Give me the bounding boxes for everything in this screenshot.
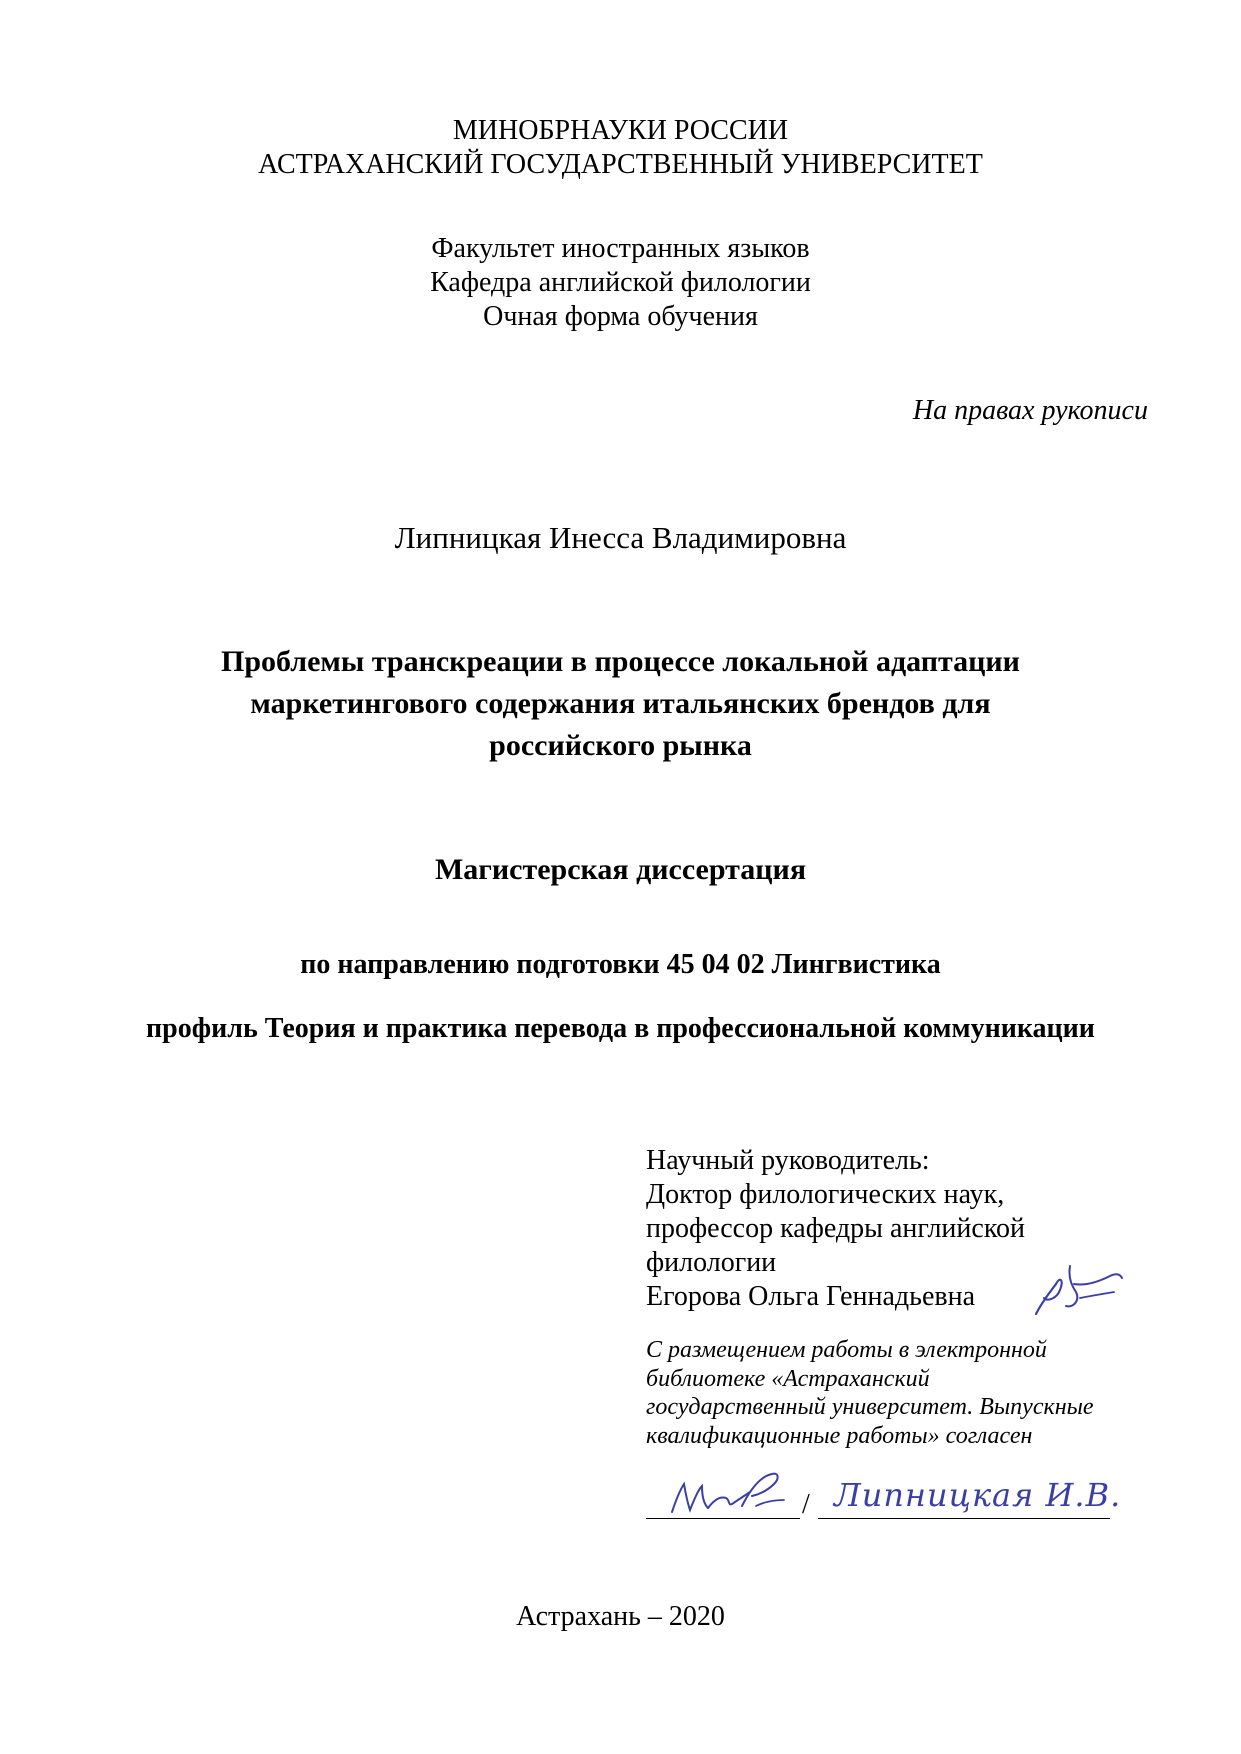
supervisor-degree: Доктор филологических наук, [646, 1179, 1005, 1210]
supervisor-label: Научный руководитель: [646, 1145, 930, 1176]
university-heading: АСТРАХАНСКИЙ ГОСУДАРСТВЕННЫЙ УНИВЕРСИТЕТ [258, 149, 983, 180]
faculty-line: Факультет иностранных языков [431, 233, 810, 264]
consent-line-1: С размещением работы в электронной [646, 1337, 1047, 1363]
consent-line-4: квалификационные работы» согласен [646, 1422, 1033, 1449]
consent-block [646, 1336, 1166, 1450]
chair-line: Кафедра английской филологии [430, 267, 811, 298]
student-signature [668, 1466, 788, 1522]
author-name: Липницкая Инесса Владимировна [394, 520, 847, 555]
thesis-title-line-3: российского рынка [489, 729, 752, 762]
handwritten-name [830, 1468, 1130, 1518]
direction-line: по направлению подготовки 45 04 02 Лингвистика [300, 949, 941, 980]
study-form-line: Очная форма обучения [483, 301, 758, 332]
profile-line: профиль Теория и практика перевода в профессиональной коммуникации [146, 1013, 1095, 1044]
supervisor-signature [1030, 1262, 1125, 1322]
thesis-title-line-1: Проблемы транскреации в процессе локальной адаптации [221, 645, 1020, 678]
consent-line-3: государственный университет. Выпускные [646, 1394, 1094, 1420]
signature-separator: / [802, 1489, 810, 1520]
supervisor-position-2: филологии [646, 1247, 777, 1278]
supervisor-position-1: профессор кафедры английской [646, 1213, 1025, 1244]
name-underline [818, 1518, 1110, 1519]
consent-line-2: библиотеке «Астраханский [646, 1365, 930, 1392]
work-type: Магистерская диссертация [434, 853, 807, 886]
signature-underline [646, 1518, 800, 1519]
manuscript-note: На правах рукописи [912, 395, 1148, 426]
ministry-heading: МИНОБРНАУКИ РОССИИ [452, 115, 789, 146]
supervisor-name: Егорова Ольга Геннадьевна [646, 1281, 975, 1312]
svg-text:Липницкая И.В.: Липницкая И.В. [834, 1476, 1122, 1514]
thesis-title-line-2: маркетингового содержания итальянских брендов для [250, 687, 991, 720]
city-year: Астрахань – 2020 [516, 1601, 725, 1632]
